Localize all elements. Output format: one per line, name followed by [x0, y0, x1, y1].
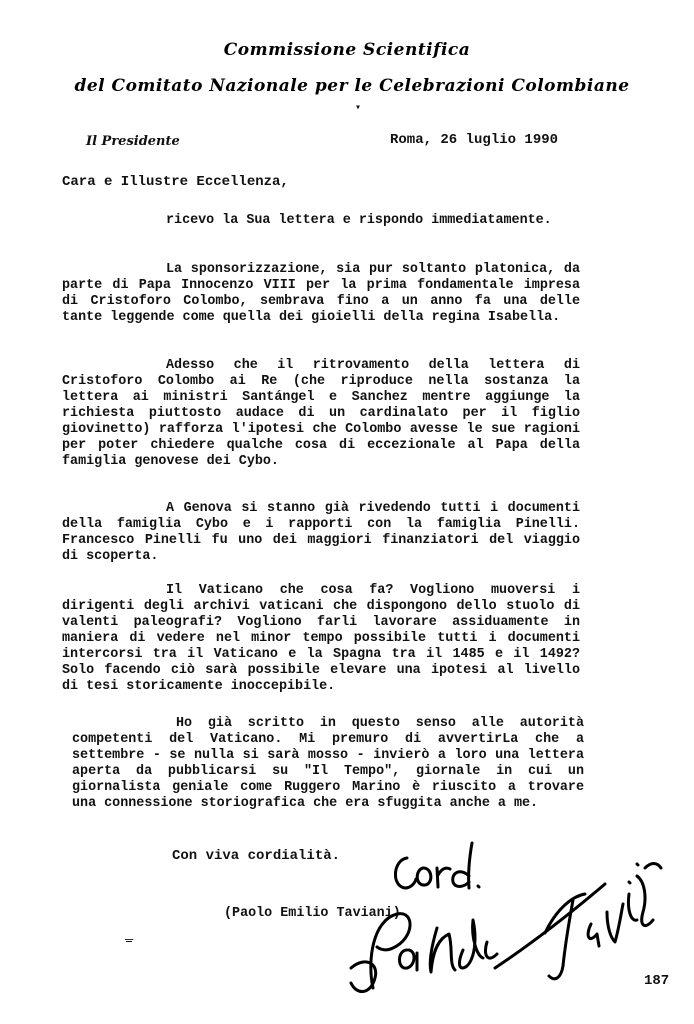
paragraph-2: La sponsorizzazione, sia pur soltanto platonica, da parte di Papa Innocenzo VIII per la prima fondamentale impresa di Cristoforo Colombo, sembrava fino a un anno fa una delle tante leggende come quella dei gioielli della regina Isabella.: [62, 262, 580, 325]
letterhead-mark: ▾: [355, 103, 362, 114]
letterhead-line-2: del Comitato Nazionale per le Celebrazioni Colombiane: [74, 76, 630, 96]
page-number: 187: [644, 973, 670, 989]
salutation: Cara e Illustre Eccellenza,: [62, 174, 289, 190]
signature-name: (Paolo Emilio Taviani): [224, 906, 401, 921]
paragraph-5: Il Vaticano che cosa fa? Vogliono muoversi i dirigenti degli archivi vaticani che dispongono dello stuolo di valenti paleografi? Vogliono farli lavorare assiduamente in maniera di vedere nel minor tempo possibile tutti i documenti intercorsi tra il Vaticano e la Spagna tra il 1485 e il 1492? Solo facendo ciò sarà possibile elevare una ipotesi al livello di tesi storicamente inoccepibile.: [62, 583, 580, 694]
paragraph-6: Ho già scritto in questo senso alle autorità competenti del Vaticano. Mi premuro di avvertirLa che a settembre - se nulla si sarà mosso - invierò a loro una lettera aperta da pubblicarsi su "Il Tempo", giornale in cui un giornalista geniale come Ruggero Marino è riuscito a trovare una connessione storiografica che era sfuggita anche a me.: [72, 716, 584, 811]
paragraph-4: A Genova si stanno già rivedendo tutti i documenti della famiglia Cybo e i rapporti con la famiglia Pinelli. Francesco Pinelli fu uno dei maggiori finanziatori del viaggio di scoperta.: [62, 501, 580, 564]
presidente-label: Il Presidente: [86, 134, 180, 149]
margin-mark: ᚚ: [125, 933, 134, 947]
letterhead-line-1: Commissione Scientifica: [223, 40, 471, 60]
handwritten-signature: [345, 838, 665, 1003]
paragraph-3: Adesso che il ritrovamento della lettera di Cristoforo Colombo ai Re (che riproduce nella sostanza la lettera ai ministri Santángel e Sanchez mentre aggiunge la richiesta piuttosto audace di un cardinalato per il figlio giovinetto) rafforza l'ipotesi che Colombo avesse le sue ragioni per poter chiedere qualche cosa di eccezionale al Papa della famiglia genovese dei Cybo.: [62, 358, 580, 469]
closing: Con viva cordialità.: [172, 848, 341, 864]
dateline: Roma, 26 luglio 1990: [390, 132, 559, 148]
paragraph-1: ricevo la Sua lettera e rispondo immediatamente.: [166, 213, 552, 228]
